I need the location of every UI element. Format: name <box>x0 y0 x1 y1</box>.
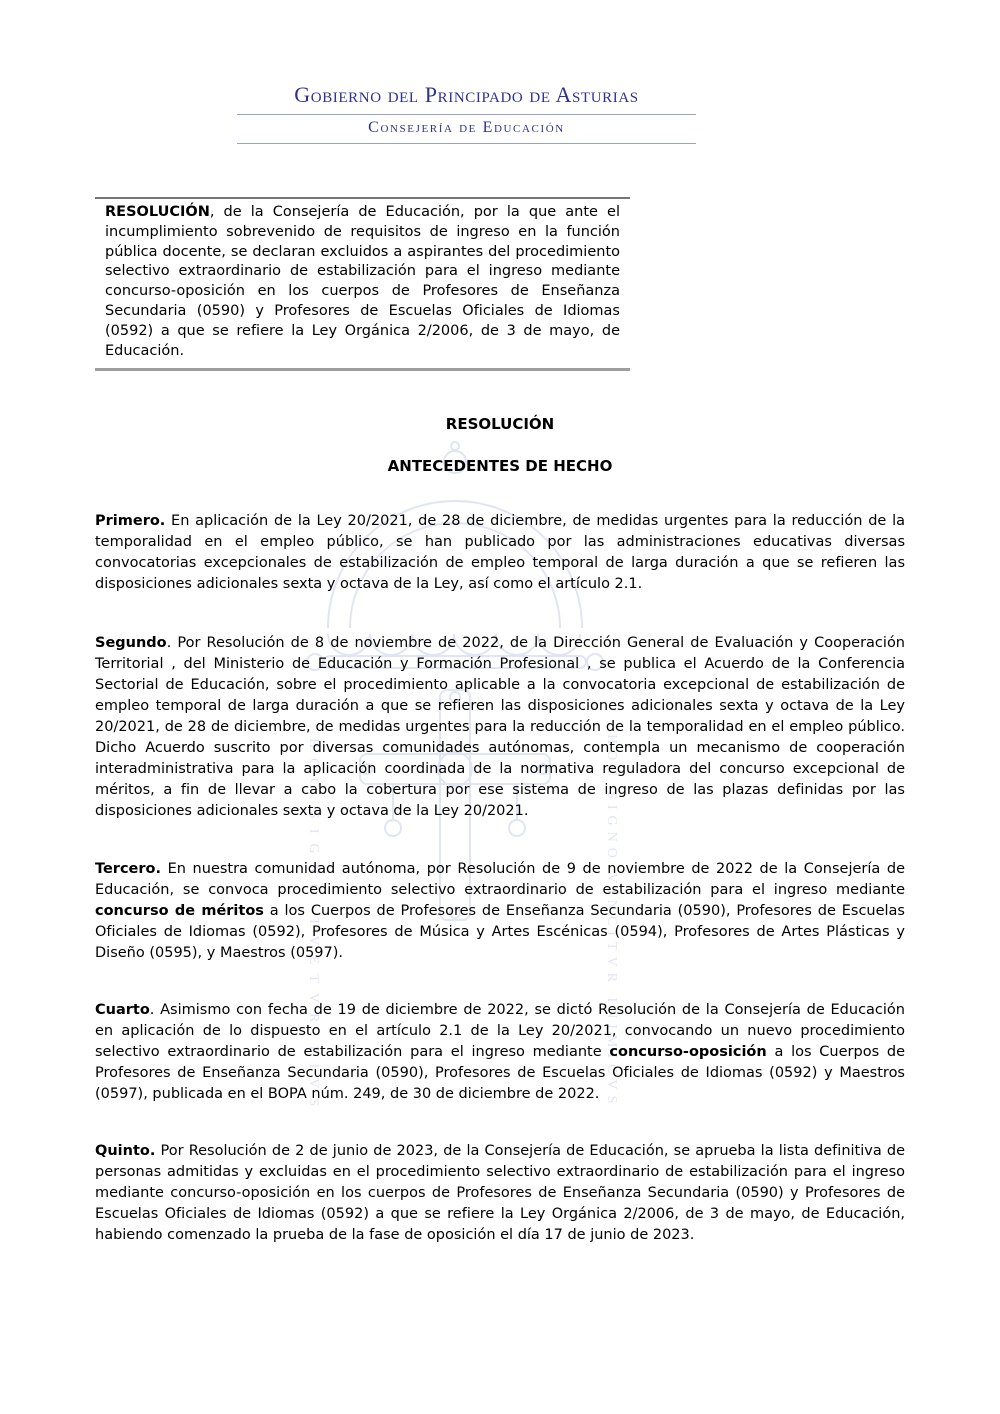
heading-antecedentes-de-hecho: ANTECEDENTES DE HECHO <box>387 457 613 475</box>
paragraph-tercero: Tercero. En nuestra comunidad autónoma, por Resolución de 9 de noviembre de 2022 de la Consejería de Educación, se convoca procedimiento selectivo extraordinario de estabilización para el ingreso mediante concurso de méritos a los Cuerpos de Profesores de Enseñanza Secundaria (0590), Profesores de Escuelas Oficiales de Idiomas (0592), Profesores de Música y Artes Escénicas (0594), Profesores de Artes Plásticas y Diseño (0595), y Maestros (0597). <box>95 860 905 961</box>
letterhead-rule-top <box>237 114 696 115</box>
letterhead-rule-bottom <box>237 143 696 144</box>
watermark-motto-left: HOC SIGNO TVETVR PIVS <box>306 738 321 1117</box>
heading-resolucion: RESOLUCIÓN <box>445 415 555 433</box>
letterhead-government-title: Gobierno del Principado de Asturias <box>294 82 639 107</box>
letterhead-department-title: Consejería de Educación <box>368 119 565 136</box>
paragraph-quinto: Quinto. Por Resolución de 2 de junio de 2023, de la Consejería de Educación, se aprueba la lista definitiva de personas admitidas y excluidas en el procedimiento selectivo extraordinario de estabilización para el ingreso mediante concurso-oposición en los cuerpos de Profesores de Enseñanza Secundaria (0590) y Profesores de Escuelas Oficiales de Idiomas (0592) a que se refiere la Ley Orgánica 2/2006, de 3 de mayo, de Educación, habiendo comenzado la prueba de la fase de oposición el día 17 de junio de 2023. <box>95 1142 905 1243</box>
paragraph-primero: Primero. En aplicación de la Ley 20/2021, de 28 de diciembre, de medidas urgentes para la reducción de la temporalidad en el empleo público, se han publicado por las administraciones educativas diversas convocatorias excepcionales de estabilización de empleo temporal de larga duración a que se refieren las disposiciones adicionales sexta y octava de la Ley, así como el artículo 2.1. <box>95 512 905 592</box>
watermark-motto-right: HOC SIGNO VINCITVR INIMICVS <box>604 734 619 1110</box>
paragraph-cuarto: Cuarto. Asimismo con fecha de 19 de diciembre de 2022, se dictó Resolución de la Consejería de Educación en aplicación de lo dispuesto en el artículo 2.1 de la Ley 20/2021, convocando un nuevo procedimiento selectivo extraordinario de estabilización para el ingreso mediante concurso-oposición a los Cuerpos de Profesores de Enseñanza Secundaria (0590), Profesores de Escuelas Oficiales de Idiomas (0592) y Maestros (0597), publicada en el BOPA núm. 249, de 30 de diciembre de 2022. <box>95 1001 905 1102</box>
subject-box: RESOLUCIÓN, de la Consejería de Educación, por la que ante el incumplimiento sobrevenido de requisitos de ingreso en la función pública docente, se declaran excluidos a aspirantes del procedimiento selectivo extraordinario de estabilización para el ingreso mediante concurso-oposición en los cuerpos de Profesores de Enseñanza Secundaria (0590) y Profesores de Escuelas Oficiales de Idiomas (0592) a que se refiere la Ley Orgánica 2/2006, de 3 de mayo, de Educación. <box>95 197 630 371</box>
paragraph-segundo: Segundo. Por Resolución de 8 de noviembre de 2022, de la Dirección General de Evaluación y Cooperación Territorial , del Ministerio de Educación y Formación Profesional , se publica el Acuerdo de la Conferencia Sectorial de Educación, sobre el procedimiento aplicable a la convocatoria excepcional de estabilización de empleo temporal de larga duración a que se refieren las disposiciones adicionales sexta y octava de la Ley 20/2021, de 28 de diciembre, de medidas urgentes para la reducción de la temporalidad en el empleo público. Dicho Acuerdo suscrito por diversas comunidades autónomas, contempla un mecanismo de cooperación interadministrativa para la aplicación coordinada de la normativa reguladora del concurso excepcional de méritos, a fin de llevar a cabo la cobertura por ese sistema de ingreso de las plazas definidas por las disposiciones adicionales sexta y octava de la Ley 20/2021. <box>95 634 905 819</box>
